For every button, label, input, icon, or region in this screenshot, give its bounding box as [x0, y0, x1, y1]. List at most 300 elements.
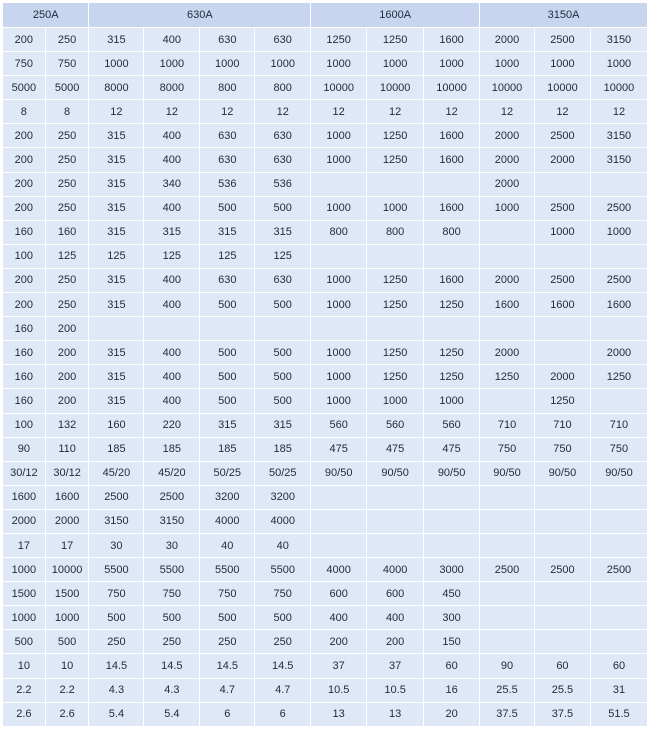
table-cell: 315 [89, 365, 144, 389]
table-cell: 500 [255, 389, 311, 413]
table-cell: 12 [590, 100, 647, 124]
table-cell: 1600 [424, 28, 480, 52]
table-row [3, 52, 648, 76]
table-cell: 10000 [424, 76, 480, 100]
table-cell: 200 [3, 124, 46, 148]
table-cell: 1000 [480, 196, 535, 220]
table-cell: 4000 [255, 509, 311, 533]
table-cell: 25.5 [480, 678, 535, 702]
table-cell: 3150 [144, 509, 200, 533]
table-row [3, 244, 648, 268]
table-cell: 500 [200, 389, 255, 413]
table-cell: 17 [3, 533, 46, 557]
table-cell: 1000 [480, 52, 535, 76]
table-row [3, 582, 648, 606]
table-cell [367, 317, 424, 341]
table-cell: 1000 [311, 365, 367, 389]
table-cell: 200 [3, 268, 46, 292]
table-cell: 630 [255, 148, 311, 172]
table-cell [367, 485, 424, 509]
table-cell: 160 [3, 389, 46, 413]
table-cell: 710 [480, 413, 535, 437]
table-cell: 400 [144, 341, 200, 365]
table-row [3, 389, 648, 413]
table-cell: 14.5 [200, 654, 255, 678]
table-cell: 200 [367, 630, 424, 654]
table-cell: 20 [424, 702, 480, 726]
table-cell: 2500 [534, 268, 590, 292]
table-cell: 800 [255, 76, 311, 100]
table-cell: 1000 [311, 293, 367, 317]
table-cell [255, 317, 311, 341]
table-cell: 1000 [424, 52, 480, 76]
table-cell: 10000 [45, 558, 89, 582]
table-cell: 500 [200, 365, 255, 389]
table-cell: 1250 [424, 341, 480, 365]
table-cell [367, 509, 424, 533]
table-cell: 400 [144, 365, 200, 389]
table-cell: 1000 [311, 268, 367, 292]
table-cell [480, 389, 535, 413]
table-cell: 1000 [367, 196, 424, 220]
table-cell: 10000 [534, 76, 590, 100]
table-cell: 400 [144, 196, 200, 220]
table-row [3, 268, 648, 292]
table-cell: 200 [3, 293, 46, 317]
table-cell: 400 [311, 606, 367, 630]
table-cell: 185 [89, 437, 144, 461]
table-cell: 500 [200, 196, 255, 220]
table-cell [590, 172, 647, 196]
table-cell: 200 [3, 148, 46, 172]
table-row [3, 461, 648, 485]
table-cell: 315 [200, 413, 255, 437]
table-cell: 200 [3, 172, 46, 196]
table-cell [590, 630, 647, 654]
table-row [3, 365, 648, 389]
table-cell [367, 244, 424, 268]
table-row [3, 341, 648, 365]
table-cell [311, 533, 367, 557]
table-cell: 4000 [200, 509, 255, 533]
table-cell: 8 [3, 100, 46, 124]
table-row [3, 124, 648, 148]
table-cell: 37.5 [480, 702, 535, 726]
table-cell: 2000 [534, 365, 590, 389]
table-cell: 2000 [3, 509, 46, 533]
table-cell: 750 [89, 582, 144, 606]
table-cell: 1500 [45, 582, 89, 606]
table-cell: 31 [590, 678, 647, 702]
group-header-1600a: 1600A [311, 3, 480, 28]
table-cell: 1000 [311, 148, 367, 172]
table-cell: 45/20 [89, 461, 144, 485]
table-cell [424, 485, 480, 509]
table-row [3, 533, 648, 557]
table-row [3, 678, 648, 702]
table-cell: 10000 [367, 76, 424, 100]
table-cell: 125 [144, 244, 200, 268]
table-cell: 1250 [367, 268, 424, 292]
table-cell: 4.7 [255, 678, 311, 702]
table-row [3, 485, 648, 509]
table-cell [367, 172, 424, 196]
table-cell: 400 [144, 148, 200, 172]
table-cell: 315 [89, 293, 144, 317]
table-row [3, 630, 648, 654]
table-cell: 250 [255, 630, 311, 654]
table-cell: 1000 [534, 52, 590, 76]
table-cell: 12 [534, 100, 590, 124]
table-cell: 10.5 [311, 678, 367, 702]
table-row [3, 558, 648, 582]
table-cell [480, 630, 535, 654]
table-row [3, 196, 648, 220]
table-cell: 160 [3, 317, 46, 341]
table-cell: 90 [480, 654, 535, 678]
table-cell: 12 [255, 100, 311, 124]
table-cell: 400 [367, 606, 424, 630]
table-cell: 1250 [367, 28, 424, 52]
table-cell: 2000 [480, 148, 535, 172]
table-cell: 12 [200, 100, 255, 124]
table-row [3, 317, 648, 341]
table-row [3, 654, 648, 678]
group-header-250a: 250A [3, 3, 89, 28]
table-cell: 30 [144, 533, 200, 557]
table-cell: 4.3 [89, 678, 144, 702]
table-cell: 710 [534, 413, 590, 437]
table-cell: 60 [424, 654, 480, 678]
table-cell: 750 [255, 582, 311, 606]
table-row [3, 100, 648, 124]
table-cell: 30 [89, 533, 144, 557]
table-cell: 315 [89, 196, 144, 220]
table-cell: 1250 [424, 365, 480, 389]
table-cell: 5500 [200, 558, 255, 582]
table-cell: 1000 [311, 341, 367, 365]
table-cell: 5.4 [89, 702, 144, 726]
table-cell: 1000 [590, 220, 647, 244]
table-cell: 630 [200, 268, 255, 292]
table-cell: 800 [200, 76, 255, 100]
table-row [3, 28, 648, 52]
table-cell: 1000 [534, 220, 590, 244]
table-cell: 315 [89, 268, 144, 292]
table-cell: 500 [255, 196, 311, 220]
table-cell: 750 [480, 437, 535, 461]
table-cell: 3000 [424, 558, 480, 582]
table-cell: 2000 [480, 28, 535, 52]
table-cell [480, 220, 535, 244]
table-cell: 1600 [45, 485, 89, 509]
table-cell: 90/50 [480, 461, 535, 485]
table-cell: 400 [144, 268, 200, 292]
table-cell [590, 389, 647, 413]
table-cell: 750 [200, 582, 255, 606]
table-cell: 200 [45, 341, 89, 365]
table-cell: 5500 [144, 558, 200, 582]
table-cell: 1600 [424, 148, 480, 172]
table-cell: 51.5 [590, 702, 647, 726]
table-cell: 475 [367, 437, 424, 461]
table-cell [590, 509, 647, 533]
table-cell: 2000 [480, 124, 535, 148]
table-cell: 2500 [480, 558, 535, 582]
table-cell: 1000 [45, 606, 89, 630]
table-cell: 3150 [590, 148, 647, 172]
table-cell: 1000 [367, 389, 424, 413]
table-cell: 90/50 [534, 461, 590, 485]
table-cell: 560 [367, 413, 424, 437]
table-cell: 315 [89, 220, 144, 244]
table-cell: 37 [311, 654, 367, 678]
table-cell: 12 [89, 100, 144, 124]
table-cell: 750 [45, 52, 89, 76]
table-cell: 1600 [590, 293, 647, 317]
table-cell: 2000 [45, 509, 89, 533]
table-cell [534, 606, 590, 630]
table-cell: 500 [3, 630, 46, 654]
table-cell [311, 244, 367, 268]
table-cell: 90 [3, 437, 46, 461]
table-cell: 12 [144, 100, 200, 124]
group-header-630a: 630A [89, 3, 311, 28]
table-cell: 25.5 [534, 678, 590, 702]
table-cell: 1000 [311, 52, 367, 76]
table-cell [590, 533, 647, 557]
table-cell: 250 [45, 196, 89, 220]
table-cell: 1000 [144, 52, 200, 76]
table-cell: 2.6 [45, 702, 89, 726]
table-cell [311, 509, 367, 533]
table-cell: 200 [3, 28, 46, 52]
table-cell: 4.7 [200, 678, 255, 702]
table-cell: 750 [3, 52, 46, 76]
table-cell: 125 [89, 244, 144, 268]
table-cell: 14.5 [89, 654, 144, 678]
table-cell: 2500 [534, 28, 590, 52]
table-cell: 8000 [144, 76, 200, 100]
table-cell: 710 [590, 413, 647, 437]
table-cell: 10000 [311, 76, 367, 100]
table-cell: 8 [45, 100, 89, 124]
table-cell: 160 [3, 220, 46, 244]
table-cell: 315 [89, 28, 144, 52]
table-cell [424, 172, 480, 196]
table-cell: 2000 [480, 172, 535, 196]
table-cell: 6 [200, 702, 255, 726]
table-cell: 1600 [3, 485, 46, 509]
table-cell: 400 [144, 28, 200, 52]
table-cell: 17 [45, 533, 89, 557]
table-cell: 630 [255, 124, 311, 148]
table-cell: 12 [311, 100, 367, 124]
table-cell: 630 [255, 28, 311, 52]
table-cell: 200 [45, 365, 89, 389]
table-cell: 250 [45, 268, 89, 292]
table-row [3, 606, 648, 630]
table-cell: 250 [144, 630, 200, 654]
table-cell: 315 [89, 148, 144, 172]
table-cell: 800 [424, 220, 480, 244]
table-cell: 750 [590, 437, 647, 461]
table-cell: 10 [3, 654, 46, 678]
table-cell: 2500 [590, 196, 647, 220]
table-cell: 536 [255, 172, 311, 196]
table-cell: 630 [255, 268, 311, 292]
table-cell: 1250 [367, 148, 424, 172]
table-cell: 160 [45, 220, 89, 244]
table-cell: 14.5 [144, 654, 200, 678]
table-cell: 5500 [89, 558, 144, 582]
table-cell: 3150 [89, 509, 144, 533]
table-cell: 500 [200, 606, 255, 630]
table-cell: 110 [45, 437, 89, 461]
table-cell: 160 [3, 365, 46, 389]
table-cell: 40 [200, 533, 255, 557]
table-cell: 3200 [200, 485, 255, 509]
table-cell: 1250 [534, 389, 590, 413]
table-cell: 1250 [367, 365, 424, 389]
table-cell: 500 [200, 293, 255, 317]
table-cell [200, 317, 255, 341]
table-cell: 90/50 [424, 461, 480, 485]
table-cell: 250 [45, 28, 89, 52]
table-cell: 315 [89, 341, 144, 365]
table-cell: 1000 [311, 124, 367, 148]
table-cell [534, 582, 590, 606]
table-cell: 1000 [255, 52, 311, 76]
table-cell: 1250 [424, 293, 480, 317]
table-cell [424, 317, 480, 341]
table-cell: 2500 [590, 268, 647, 292]
table-cell: 2000 [480, 341, 535, 365]
table-cell: 5500 [255, 558, 311, 582]
table-cell [590, 244, 647, 268]
table-cell [534, 341, 590, 365]
table-cell: 450 [424, 582, 480, 606]
table-row [3, 413, 648, 437]
table-cell: 1000 [200, 52, 255, 76]
table-cell [534, 244, 590, 268]
table-cell: 4.3 [144, 678, 200, 702]
table-cell: 12 [480, 100, 535, 124]
table-cell: 750 [534, 437, 590, 461]
table-cell [534, 533, 590, 557]
table-cell [534, 485, 590, 509]
table-cell: 250 [45, 148, 89, 172]
table-cell: 315 [255, 220, 311, 244]
table-cell: 340 [144, 172, 200, 196]
table-cell: 100 [3, 244, 46, 268]
table-cell: 1000 [3, 558, 46, 582]
table-cell: 1250 [367, 341, 424, 365]
table-cell: 630 [200, 28, 255, 52]
table-cell [367, 533, 424, 557]
table-row [3, 293, 648, 317]
table-cell: 630 [200, 148, 255, 172]
table-cell [480, 317, 535, 341]
table-cell [534, 630, 590, 654]
table-cell [590, 606, 647, 630]
table-cell: 1600 [480, 293, 535, 317]
table-cell: 1250 [480, 365, 535, 389]
table-row [3, 702, 648, 726]
table-cell: 2000 [534, 148, 590, 172]
table-cell: 8000 [89, 76, 144, 100]
table-cell: 2500 [534, 196, 590, 220]
table-cell [590, 582, 647, 606]
table-cell: 60 [590, 654, 647, 678]
table-cell: 500 [255, 293, 311, 317]
table-cell: 800 [367, 220, 424, 244]
table-cell [534, 509, 590, 533]
table-cell: 185 [200, 437, 255, 461]
table-cell: 1500 [3, 582, 46, 606]
table-cell: 125 [255, 244, 311, 268]
table-cell: 500 [255, 606, 311, 630]
table-cell: 1250 [311, 28, 367, 52]
table-cell: 1000 [311, 389, 367, 413]
table-cell: 150 [424, 630, 480, 654]
table-cell: 1600 [424, 124, 480, 148]
table-cell: 800 [311, 220, 367, 244]
table-cell [480, 606, 535, 630]
table-cell: 250 [45, 172, 89, 196]
table-cell: 600 [311, 582, 367, 606]
table-cell: 400 [144, 389, 200, 413]
table-row [3, 148, 648, 172]
table-cell [534, 317, 590, 341]
table-cell: 3200 [255, 485, 311, 509]
table-cell: 250 [45, 124, 89, 148]
table-cell: 2.2 [3, 678, 46, 702]
table-cell [424, 509, 480, 533]
table-cell: 1000 [367, 52, 424, 76]
table-cell: 10 [45, 654, 89, 678]
table-cell: 250 [200, 630, 255, 654]
table-cell: 2000 [590, 341, 647, 365]
table-cell [311, 172, 367, 196]
table-cell: 90/50 [367, 461, 424, 485]
table-cell: 132 [45, 413, 89, 437]
table-cell: 12 [367, 100, 424, 124]
table-row [3, 76, 648, 100]
table-cell: 1600 [424, 196, 480, 220]
table-cell: 10000 [590, 76, 647, 100]
table-cell: 500 [144, 606, 200, 630]
table-cell [480, 582, 535, 606]
table-cell: 400 [144, 293, 200, 317]
table-cell: 250 [89, 630, 144, 654]
table-cell: 10000 [480, 76, 535, 100]
table-cell: 14.5 [255, 654, 311, 678]
table-cell [311, 317, 367, 341]
table-cell: 1000 [590, 52, 647, 76]
header-row [3, 3, 648, 28]
table-cell [480, 509, 535, 533]
table-cell: 4000 [311, 558, 367, 582]
table-cell: 200 [45, 389, 89, 413]
table-cell: 2500 [144, 485, 200, 509]
table-cell [311, 485, 367, 509]
table-cell: 5000 [3, 76, 46, 100]
table-cell: 536 [200, 172, 255, 196]
table-cell: 50/25 [200, 461, 255, 485]
table-cell: 500 [255, 341, 311, 365]
table-cell: 200 [3, 196, 46, 220]
